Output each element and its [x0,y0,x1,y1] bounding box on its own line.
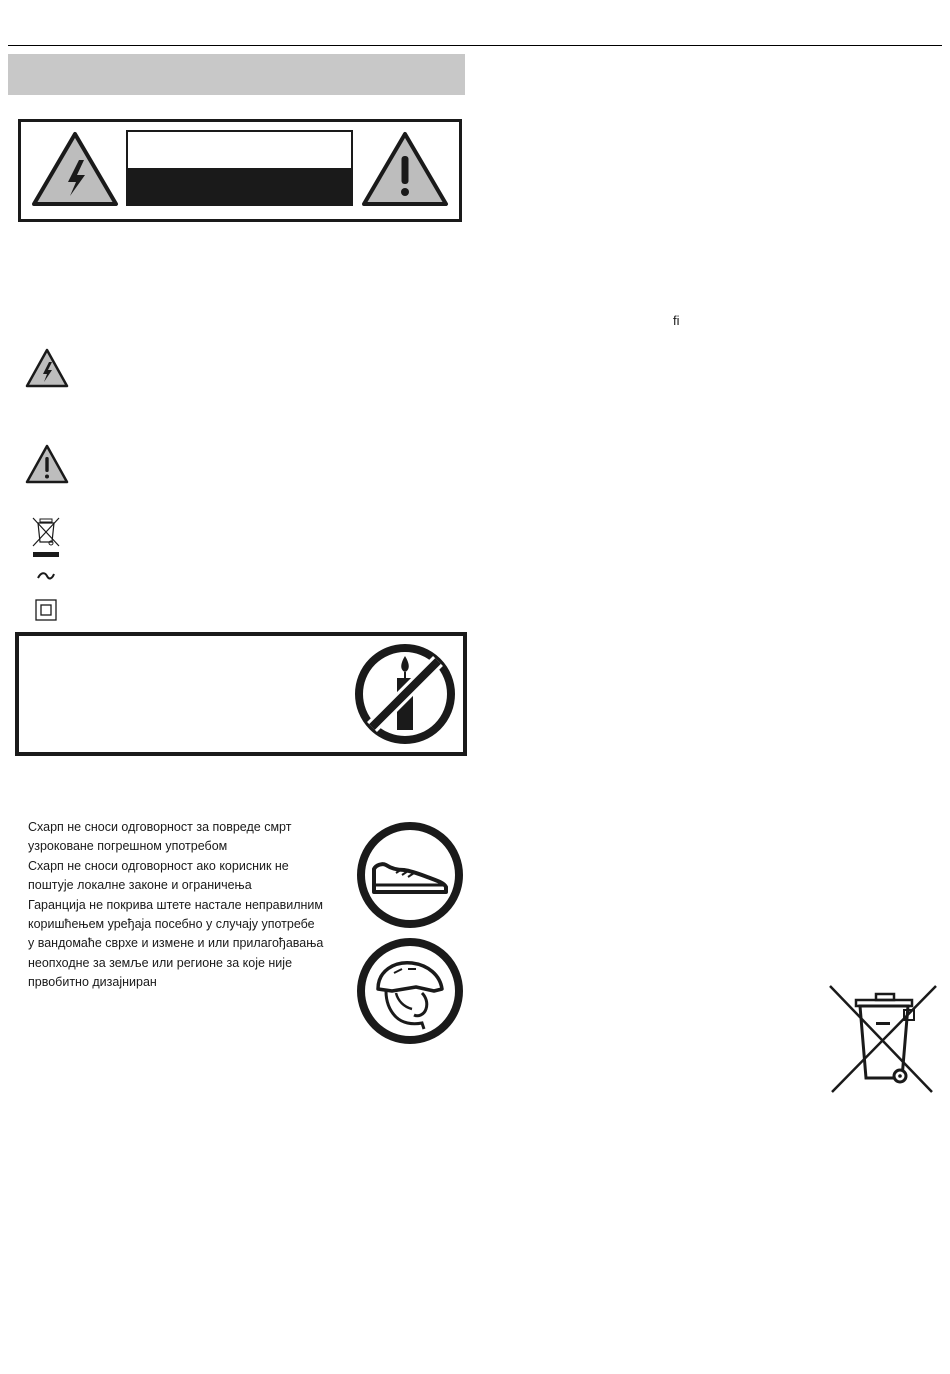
protective-helmet-icon [356,937,464,1045]
exclamation-warning-icon [24,443,70,485]
no-open-flame-icon [353,642,457,746]
section-header-band [8,54,465,95]
disclaimer-line: Схарп не сноси одговорност ако корисник не [28,858,289,873]
top-rule [8,45,942,46]
lightning-warning-icon [24,347,70,389]
lightning-warning-icon [30,130,120,208]
disclaimer-line: неопходне за земље или регионе за које није [28,955,293,970]
double-insulation-icon [35,599,57,621]
disclaimer-line: коришћењем уређаја посебно у случају употребе [28,917,315,932]
disclaimer-text [28,818,358,993]
crossed-bin-icon [30,515,62,559]
disclaimer-line: у вандомаће сврхе и измене и или прилагођавања [28,936,324,951]
disclaimer-line: поштује локалне законе и ограничења [28,878,252,893]
ligature-glyph: ﬁ [673,313,680,328]
weee-crossed-bin-icon [826,982,940,1096]
disclaimer-line: Гаранција не покрива штете настале неправилним [28,897,323,912]
caution-label-bar [128,168,351,204]
disclaimer-line: узроковане погрешном употребом [28,839,228,854]
protective-footwear-icon [356,821,464,929]
exclamation-warning-icon [360,130,450,208]
ac-tilde-icon [36,570,56,582]
caution-label [126,130,353,206]
disclaimer-line: Схарп не сноси одговорност за повреде смрт [28,820,292,834]
disclaimer-line: првобитно дизајниран [28,975,157,990]
